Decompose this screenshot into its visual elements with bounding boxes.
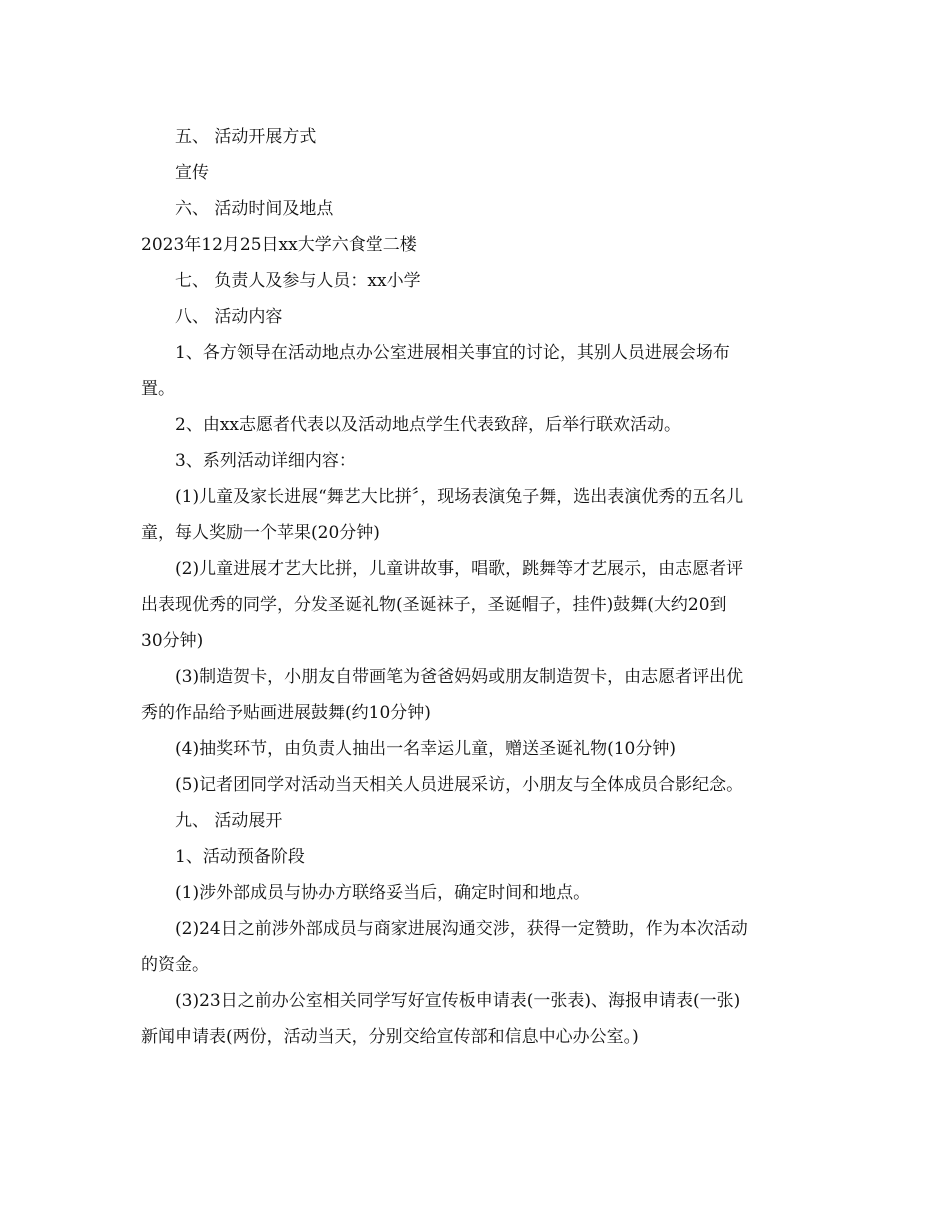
paragraph-line: (3)制造贺卡，小朋友自带画笔为爸爸妈妈或朋友制造贺卡，由志愿者评出优	[175, 667, 744, 687]
paragraph-line: 童，每人奖励一个苹果(20分钟)	[141, 523, 380, 543]
paragraph-line: 2、由xx志愿者代表以及活动地点学生代表致辞，后举行联欢活动。	[175, 415, 681, 435]
paragraph-line: 置。	[141, 379, 175, 399]
paragraph-line: (4)抽奖环节，由负责人抽出一名幸运儿童，赠送圣诞礼物(10分钟)	[175, 739, 676, 759]
section-heading-9: 九、 活动展开	[175, 811, 283, 831]
paragraph-line: 的资金。	[141, 955, 209, 975]
paragraph-line: 1、各方领导在活动地点办公室进展相关事宜的讨论，其别人员进展会场布	[175, 343, 730, 363]
section-heading-7: 七、 负责人及参与人员：xx小学	[175, 271, 421, 291]
section-heading-6: 六、 活动时间及地点	[175, 199, 334, 219]
paragraph-line: 新闻申请表(两份，活动当天，分别交给宣传部和信息中心办公室。)	[141, 1027, 639, 1047]
paragraph-line: 出表现优秀的同学，分发圣诞礼物(圣诞袜子，圣诞帽子，挂件)鼓舞(大约20到	[141, 595, 727, 615]
section-heading-8: 八、 活动内容	[175, 307, 283, 327]
section-heading-5: 五、 活动开展方式	[175, 127, 317, 147]
paragraph-line: (5)记者团同学对活动当天相关人员进展采访，小朋友与全体成员合影纪念。	[175, 775, 744, 795]
paragraph-line: 3、系列活动详细内容：	[175, 451, 356, 471]
paragraph-line: 秀的作品给予贴画进展鼓舞(约10分钟)	[141, 703, 431, 723]
paragraph-line: (1)涉外部成员与协办方联络妥当后，确定时间和地点。	[175, 883, 591, 903]
paragraph-line: (2)24日之前涉外部成员与商家进展沟通交涉，获得一定赞助，作为本次活动	[175, 919, 748, 939]
paragraph-line: (1)儿童及家长进展“舞艺大比拼〞，现场表演兔子舞，选出表演优秀的五名儿	[175, 487, 744, 507]
paragraph-line: 2023年12月25日xx大学六食堂二楼	[141, 235, 417, 255]
paragraph-line: 1、活动预备阶段	[175, 847, 305, 867]
document-body	[141, 119, 811, 1055]
paragraph-line: (3)23日之前办公室相关同学写好宣传板申请表(一张表)、海报申请表(一张)	[175, 991, 741, 1011]
paragraph-line: (2)儿童进展才艺大比拼，儿童讲故事，唱歌，跳舞等才艺展示，由志愿者评	[175, 559, 744, 579]
paragraph-line: 30分钟)	[141, 631, 204, 651]
paragraph-line: 宣传	[175, 163, 209, 183]
